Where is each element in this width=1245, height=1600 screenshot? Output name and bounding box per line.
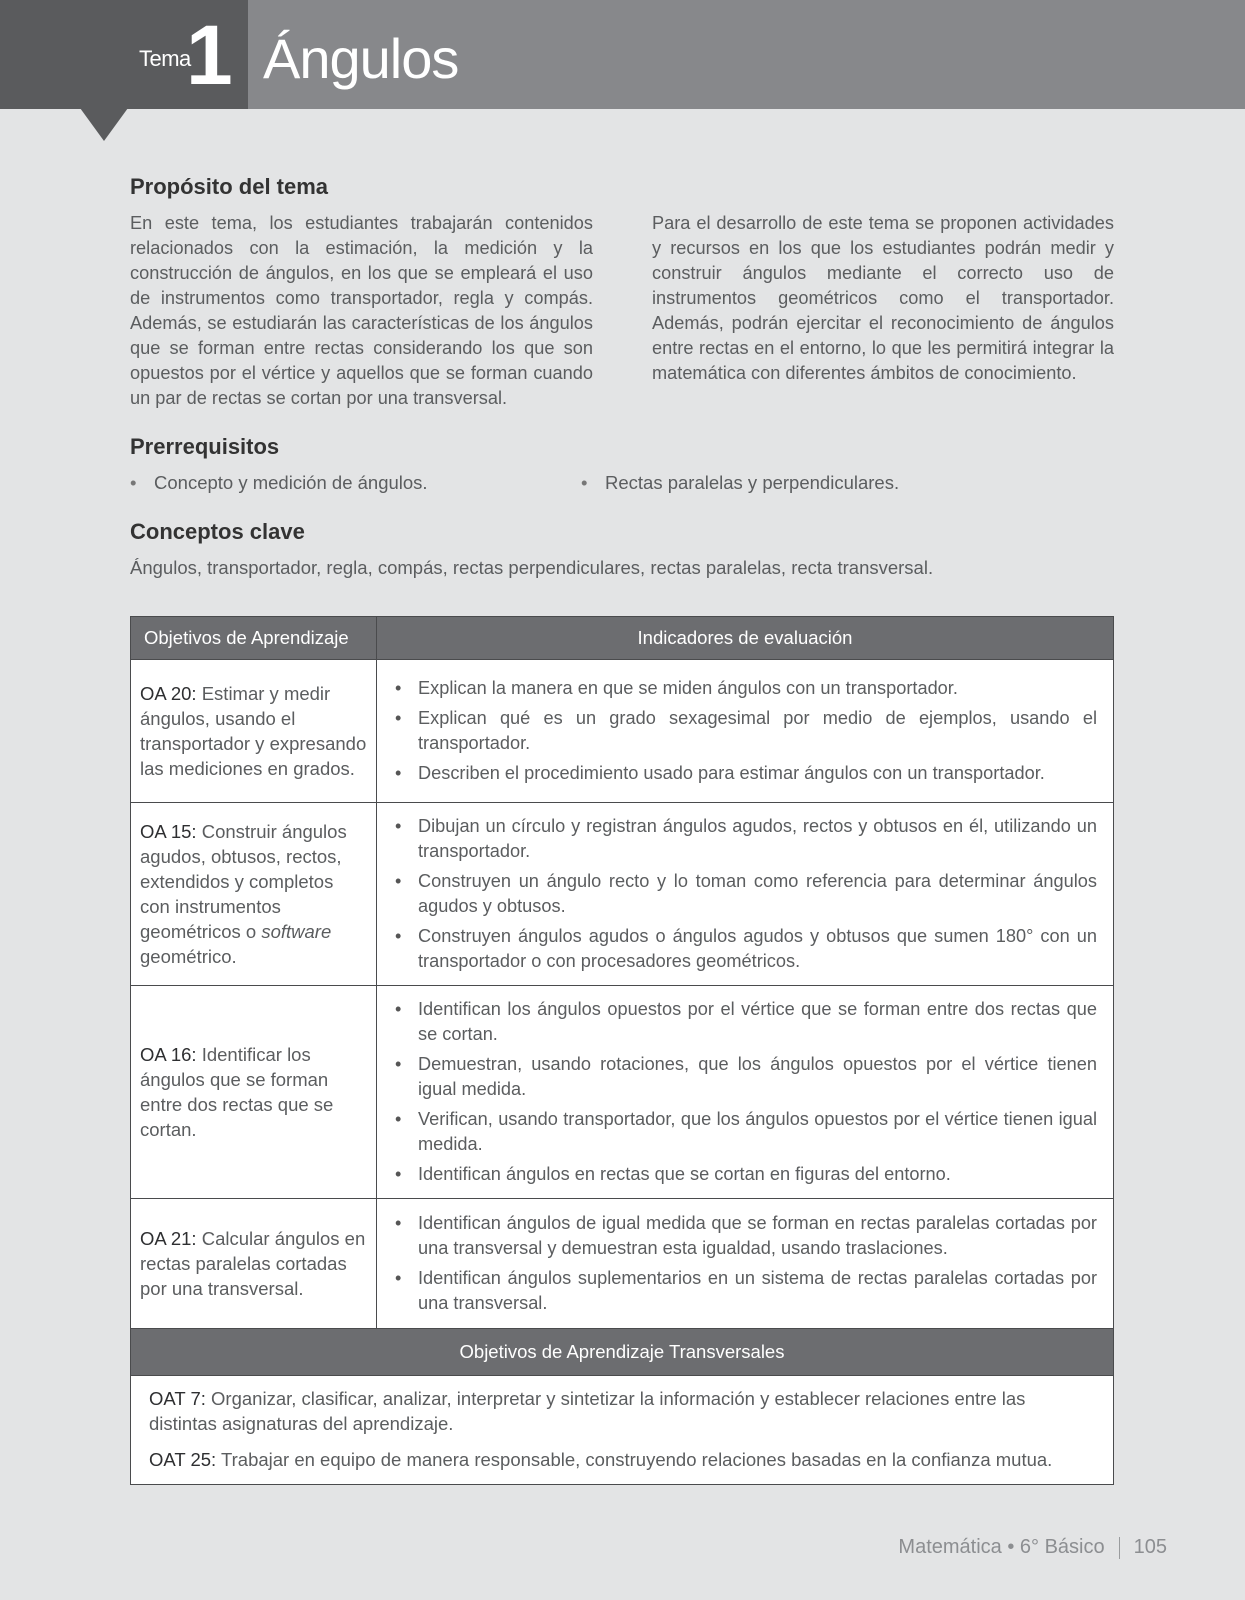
indicators-cell <box>377 1199 1114 1329</box>
conceptos-heading: Conceptos clave <box>130 519 305 544</box>
objective-text: geométrico. <box>140 946 237 967</box>
indicator-item: • Identifican ángulos de igual medida que se forman en rectas paralelas cortadas por una transversal y demuestran esta igualdad, usando traslaciones. <box>391 1211 1097 1261</box>
oat-code: OAT 7: <box>149 1388 206 1409</box>
objective-code: OA 15: <box>140 821 197 842</box>
indicator-item: • Construyen ángulos agudos o ángulos agudos y obtusos que sumen 180° con un transportador o con procesadores geométricos. <box>391 924 1097 974</box>
table-row <box>131 660 1114 803</box>
objective-code: OA 21: <box>140 1228 197 1249</box>
indicator-item: • Identifican ángulos en rectas que se cortan en figuras del entorno. <box>391 1162 1097 1187</box>
prerrequisito-item <box>581 472 899 494</box>
indicators-cell <box>377 803 1114 986</box>
objective-text: Calcular ángulos en rectas paralelas cortadas por una transversal. <box>140 1228 366 1299</box>
objective-cell <box>131 660 377 803</box>
objective-text: Estimar y medir ángulos, usando el transportador y expresando las mediciones en grados. <box>140 683 367 779</box>
column-header-objetivos: Objetivos de Aprendizaje <box>131 617 377 660</box>
indicators-cell <box>377 660 1114 803</box>
objective-text: Identificar los ángulos que se forman entre dos rectas que se cortan. <box>140 1044 334 1140</box>
oat-cell <box>131 1376 1114 1485</box>
oat-text: Organizar, clasificar, analizar, interpretar y sintetizar la información y establecer relaciones entre las distintas asignaturas del aprendizaje. <box>149 1388 1026 1434</box>
tema-badge-notch <box>80 108 128 141</box>
indicator-item: • Construyen un ángulo recto y lo toman como referencia para determinar ángulos agudos y obtusos. <box>391 869 1097 919</box>
objective-cell <box>131 986 377 1199</box>
conceptos-text: Ángulos, transportador, regla, compás, rectas perpendiculares, rectas paralelas, recta transversal. <box>130 557 934 578</box>
table-row <box>131 1199 1114 1329</box>
tema-number: 1 <box>186 8 233 102</box>
oat-header-row <box>131 1329 1114 1376</box>
indicator-item: • Dibujan un círculo y registran ángulos agudos, rectos y obtusos en él, utilizando un transportador. <box>391 814 1097 864</box>
bullet: • <box>130 472 137 493</box>
table-header-row <box>131 617 1114 660</box>
indicator-item: • Explican qué es un grado sexagesimal por medio de ejemplos, usando el transportador. <box>391 706 1097 756</box>
bullet: • <box>581 472 588 493</box>
indicator-item: • Explican la manera en que se miden ángulos con un transportador. <box>391 676 1097 701</box>
prerrequisitos-heading: Prerrequisitos <box>130 434 280 459</box>
table-row <box>131 986 1114 1199</box>
footer-divider <box>1119 1537 1120 1559</box>
table-row <box>131 803 1114 986</box>
objective-code: OA 20: <box>140 683 197 704</box>
oat-item <box>149 1386 1095 1436</box>
objective-code: OA 16: <box>140 1044 197 1065</box>
page-footer <box>898 1536 1167 1559</box>
tema-label: Tema <box>139 46 191 71</box>
indicator-item: • Identifican ángulos suplementarios en un sistema de rectas paralelas cortadas por una transversal. <box>391 1266 1097 1316</box>
indicators-cell <box>377 986 1114 1199</box>
objective-cell <box>131 1199 377 1329</box>
indicator-item: • Verifican, usando transportador, que los ángulos opuestos por el vértice tienen igual medida. <box>391 1107 1097 1157</box>
objectives-table <box>130 616 1114 1485</box>
prerrequisito-item <box>130 472 428 494</box>
footer-subject: Matemática • 6° Básico <box>898 1536 1105 1558</box>
oat-item <box>149 1447 1095 1472</box>
objective-text: Construir ángulos agudos, obtusos, rectos, extendidos y completos con instrumentos geométricos o <box>140 821 347 942</box>
oat-code: OAT 25: <box>149 1449 217 1470</box>
objective-text-italic: software <box>261 921 332 942</box>
page-title: Ángulos <box>263 27 459 90</box>
proposito-heading: Propósito del tema <box>130 174 329 199</box>
objective-cell <box>131 803 377 986</box>
oat-row <box>131 1376 1114 1485</box>
oat-heading: Objetivos de Aprendizaje Transversales <box>131 1329 1114 1376</box>
prerrequisito-text: Concepto y medición de ángulos. <box>154 472 428 493</box>
column-header-indicadores: Indicadores de evaluación <box>377 617 1114 660</box>
indicator-item: • Describen el procedimiento usado para estimar ángulos con un transportador. <box>391 761 1097 786</box>
proposito-right-paragraph: Para el desarrollo de este tema se proponen actividades y recursos en los que los estudiantes podrán medir y construir ángulos mediante el correcto uso de instrumentos geométricos como el transportador. Además, podrán ejercitar el reconocimiento de ángulos entre rectas en el entorno, lo que les permitirá integrar la matemática con diferentes ámbitos de conocimiento. <box>652 213 1114 383</box>
proposito-left-paragraph: En este tema, los estudiantes trabajarán contenidos relacionados con la estimación, la medición y la construcción de ángulos, en los que se empleará el uso de instrumentos como transportador, regla y compás. Además, se estudiarán las características de los ángulos que se forman entre rectas considerando los que son opuestos por el vértice y aquellos que se forman cuando un par de rectas se cortan por una transversal. <box>130 213 593 408</box>
page-number: 105 <box>1133 1536 1167 1558</box>
oat-text: Trabajar en equipo de manera responsable, construyendo relaciones basadas en la confianza mutua. <box>221 1449 1053 1470</box>
indicator-item: • Identifican los ángulos opuestos por el vértice que se forman entre dos rectas que se cortan. <box>391 997 1097 1047</box>
indicator-item: • Demuestran, usando rotaciones, que los ángulos opuestos por el vértice tienen igual medida. <box>391 1052 1097 1102</box>
prerrequisito-text: Rectas paralelas y perpendiculares. <box>605 472 900 493</box>
